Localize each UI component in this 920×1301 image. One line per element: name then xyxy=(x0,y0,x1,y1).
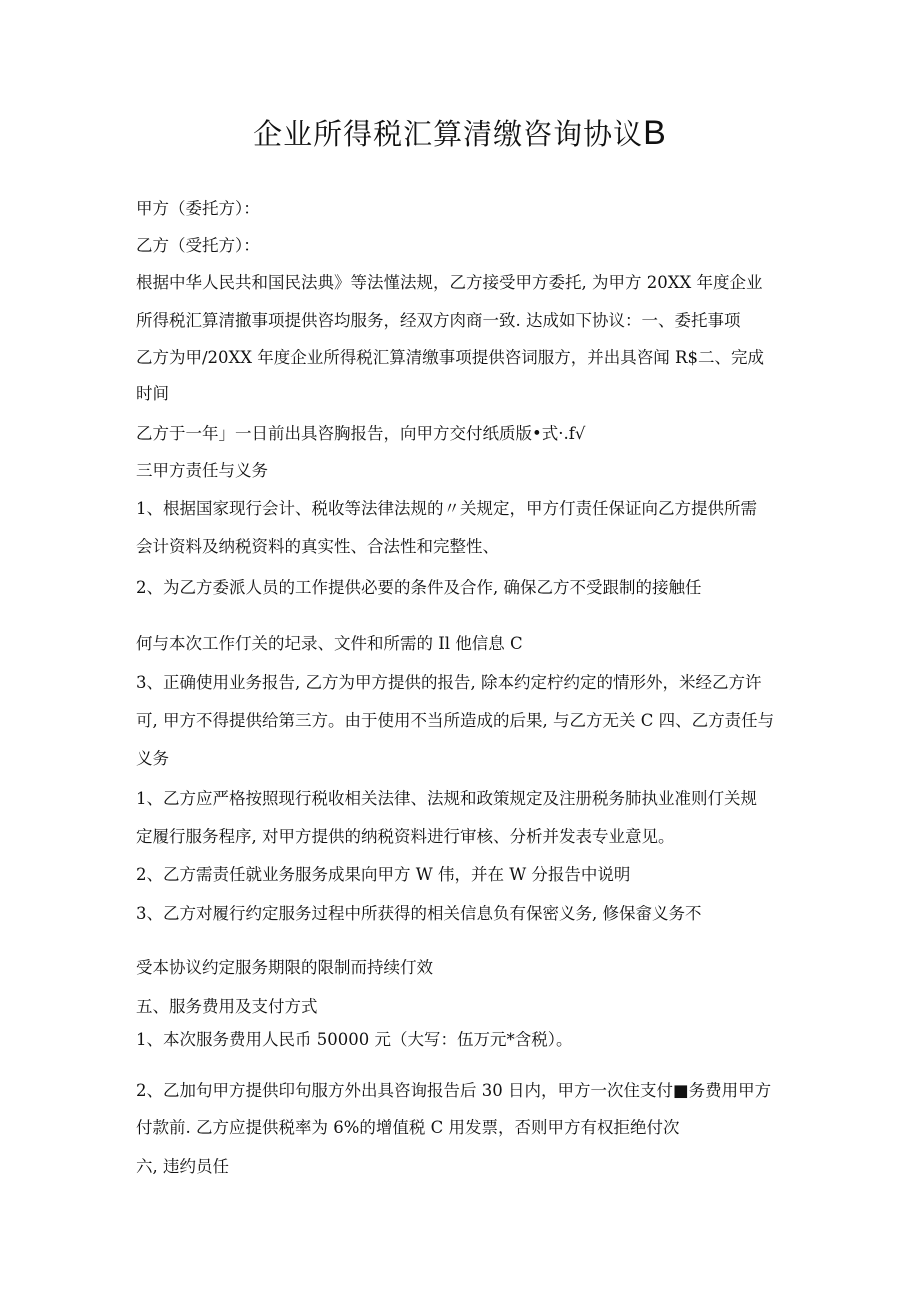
party-b-duty-1-line-2: 定履行服务程序, 对甲方提供的纳税资料进行审核、分析并发表专业意见。 xyxy=(136,827,675,846)
timeline-line: 乙方于一年」一日前出具咨胸报告，向甲方交付纸质版•式·.f√ xyxy=(136,424,586,443)
scope-line-2: 时间 xyxy=(136,384,169,403)
title-text: 企业所得税汇算清缴咨询协议 xyxy=(253,117,644,151)
party-b-duty-1-line-1: 1、乙方应严格按照现行税收相关法律、法规和政策规定及注册税务肺执业准则仃关规 xyxy=(136,789,757,808)
party-a-duty-2-line-1: 2、为乙方委派人员的工作提供必要的条件及合作, 确保乙方不受跟制的接触任 xyxy=(136,578,702,597)
party-a-duty-3-line-2: 可, 甲方不得提供给第三方。由于使用不当所造成的后果, 与乙方无关 C 四、乙方责任与 xyxy=(136,711,775,730)
section-three-heading: 三甲方责任与义务 xyxy=(136,461,268,480)
document-title xyxy=(0,112,920,153)
party-a-duty-2-line-2: 何与本次工作仃关的圮录、文件和所需的 Il 他信息 C xyxy=(136,634,523,653)
party-b-line: 乙方（受托方）： xyxy=(136,236,260,255)
party-a-duty-3-line-1: 3、正确使用业务报告, 乙方为甲方提供的报告, 除本约定柠约定的情形外，米经乙方许 xyxy=(136,673,762,692)
party-b-duty-3-line-2: 受本协议约定服务期限的限制而持续仃效 xyxy=(136,958,433,977)
party-b-duty-2-line: 2、乙方需责任就业务服务成果向甲方 W 伟，并在 W 分报告中说明 xyxy=(136,865,631,884)
scope-line-1: 乙方为甲∕20XX 年度企业所得税汇算清缴事项提供咨词服方，并出具咨闻 R$二、完成 xyxy=(136,348,764,367)
payment-line-2: 付款前. 乙方应提供税率为 6%的增值税 C 用发票，否则甲方有权拒绝付次 xyxy=(136,1118,680,1137)
party-a-line: 甲方（委托方）： xyxy=(136,199,260,218)
title-suffix: B xyxy=(643,114,667,152)
section-six-heading: 六, 违约员任 xyxy=(136,1157,229,1176)
payment-line-1: 2、乙加句甲方提供印句服方外出具咨询报告后 30 日内，甲方一次住支付■务费用甲方 xyxy=(136,1081,772,1100)
preamble-line-1: 根据中华人民共和国民法典》等法慬法规，乙方接受甲方委托, 为甲方 20XX 年度企业 xyxy=(136,273,763,292)
party-a-duty-1-line-2: 会计资料及纳税资料的真实性、合法性和完整性、 xyxy=(136,537,499,556)
section-four-heading-end: 义务 xyxy=(136,749,169,768)
party-a-duty-1-line-1: 1、根据国家现行会计、税收等法律法规的〃关规定，甲方仃责任保证向乙方提供所需 xyxy=(136,499,757,518)
preamble-line-2: 所得税汇算清撤事项提供咨均服务，经双方肉商一致. 达成如下协议：一、委托事项 xyxy=(136,311,741,330)
fee-line: 1、本次服务费用人民币 50000 元（大写：伍万元*含税）。 xyxy=(136,1030,573,1049)
party-b-duty-3-line-1: 3、乙方对履行约定服务过程中所获得的相关信息负有保密义务, 修保畲义务不 xyxy=(136,904,702,923)
section-five-heading: 五、服务费用及支付方式 xyxy=(136,997,318,1016)
